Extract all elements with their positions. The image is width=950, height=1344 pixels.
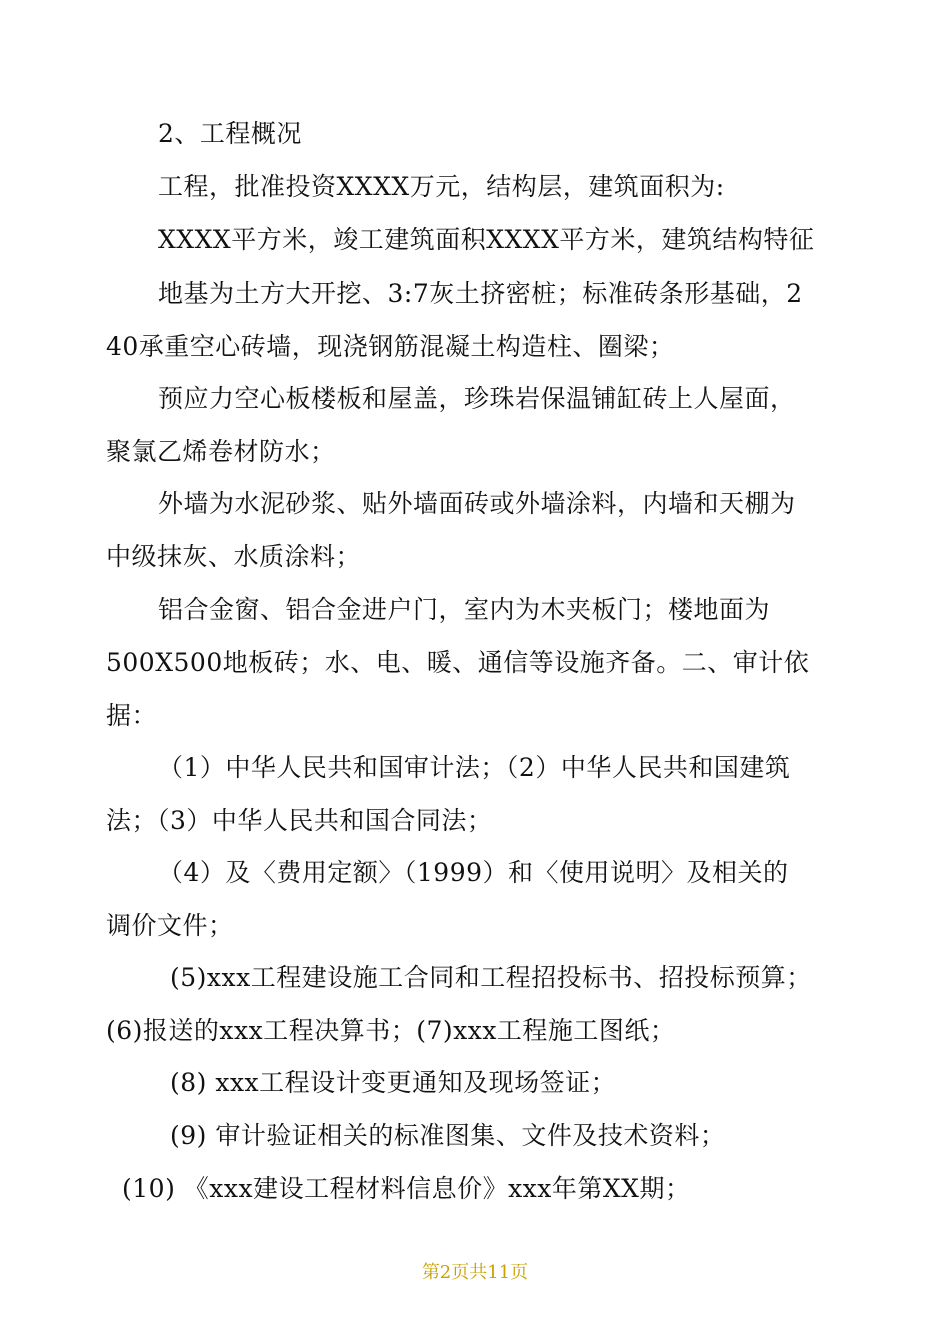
text-line-3: XXXX平方米，竣工建筑面积XXXX平方米，建筑结构特征 (158, 225, 815, 254)
text-line-7: 聚氯乙烯卷材防水； (106, 437, 336, 466)
text-line-4: 地基为土方大开挖、3:7灰土挤密桩；标准砖条形基础，2 (158, 279, 803, 308)
text-line-19: (8) xxx工程设计变更通知及现场签证； (170, 1068, 617, 1097)
text-line-11: 500X500地板砖；水、电、暖、通信等设施齐备。二、审计依 (106, 648, 810, 677)
text-line-18: (6)报送的xxx工程决算书；(7)xxx工程施工图纸； (106, 1016, 676, 1045)
text-line-17: (5)xxx工程建设施工合同和工程招投标书、招投标预算； (170, 963, 812, 992)
text-line-9: 中级抹灰、水质涂料； (106, 542, 362, 571)
text-line-6: 预应力空心板楼板和屋盖，珍珠岩保温铺缸砖上人屋面， (158, 384, 796, 413)
text-line-5: 40承重空心砖墙，现浇钢筋混凝土构造柱、圈梁； (106, 332, 675, 361)
page-number-footer: 第2页共11页 (421, 1262, 529, 1283)
text-line-15: （4）及〈费用定额〉（1999）和〈使用说明〉及相关的 (158, 858, 789, 887)
text-line-12: 据： (106, 701, 158, 730)
text-line-16: 调价文件； (106, 911, 234, 940)
text-line-8: 外墙为水泥砂浆、贴外墙面砖或外墙涂料，内墙和天棚为 (158, 489, 796, 518)
text-line-10: 铝合金窗、铝合金进户门，室内为木夹板门；楼地面为 (158, 595, 771, 624)
text-line-13: （1）中华人民共和国审计法；（2）中华人民共和国建筑 (158, 753, 791, 782)
text-line-2: 工程，批准投资XXXX万元，结构层，建筑面积为: (158, 172, 725, 201)
text-line-1: 2、工程概况 (158, 119, 302, 148)
text-line-14: 法；（3）中华人民共和国合同法； (106, 806, 493, 835)
text-line-20: (9) 审计验证相关的标准图集、文件及技术资料； (170, 1121, 726, 1150)
text-line-21: (10) 《xxx建设工程材料信息价》xxx年第XX期； (122, 1174, 691, 1203)
